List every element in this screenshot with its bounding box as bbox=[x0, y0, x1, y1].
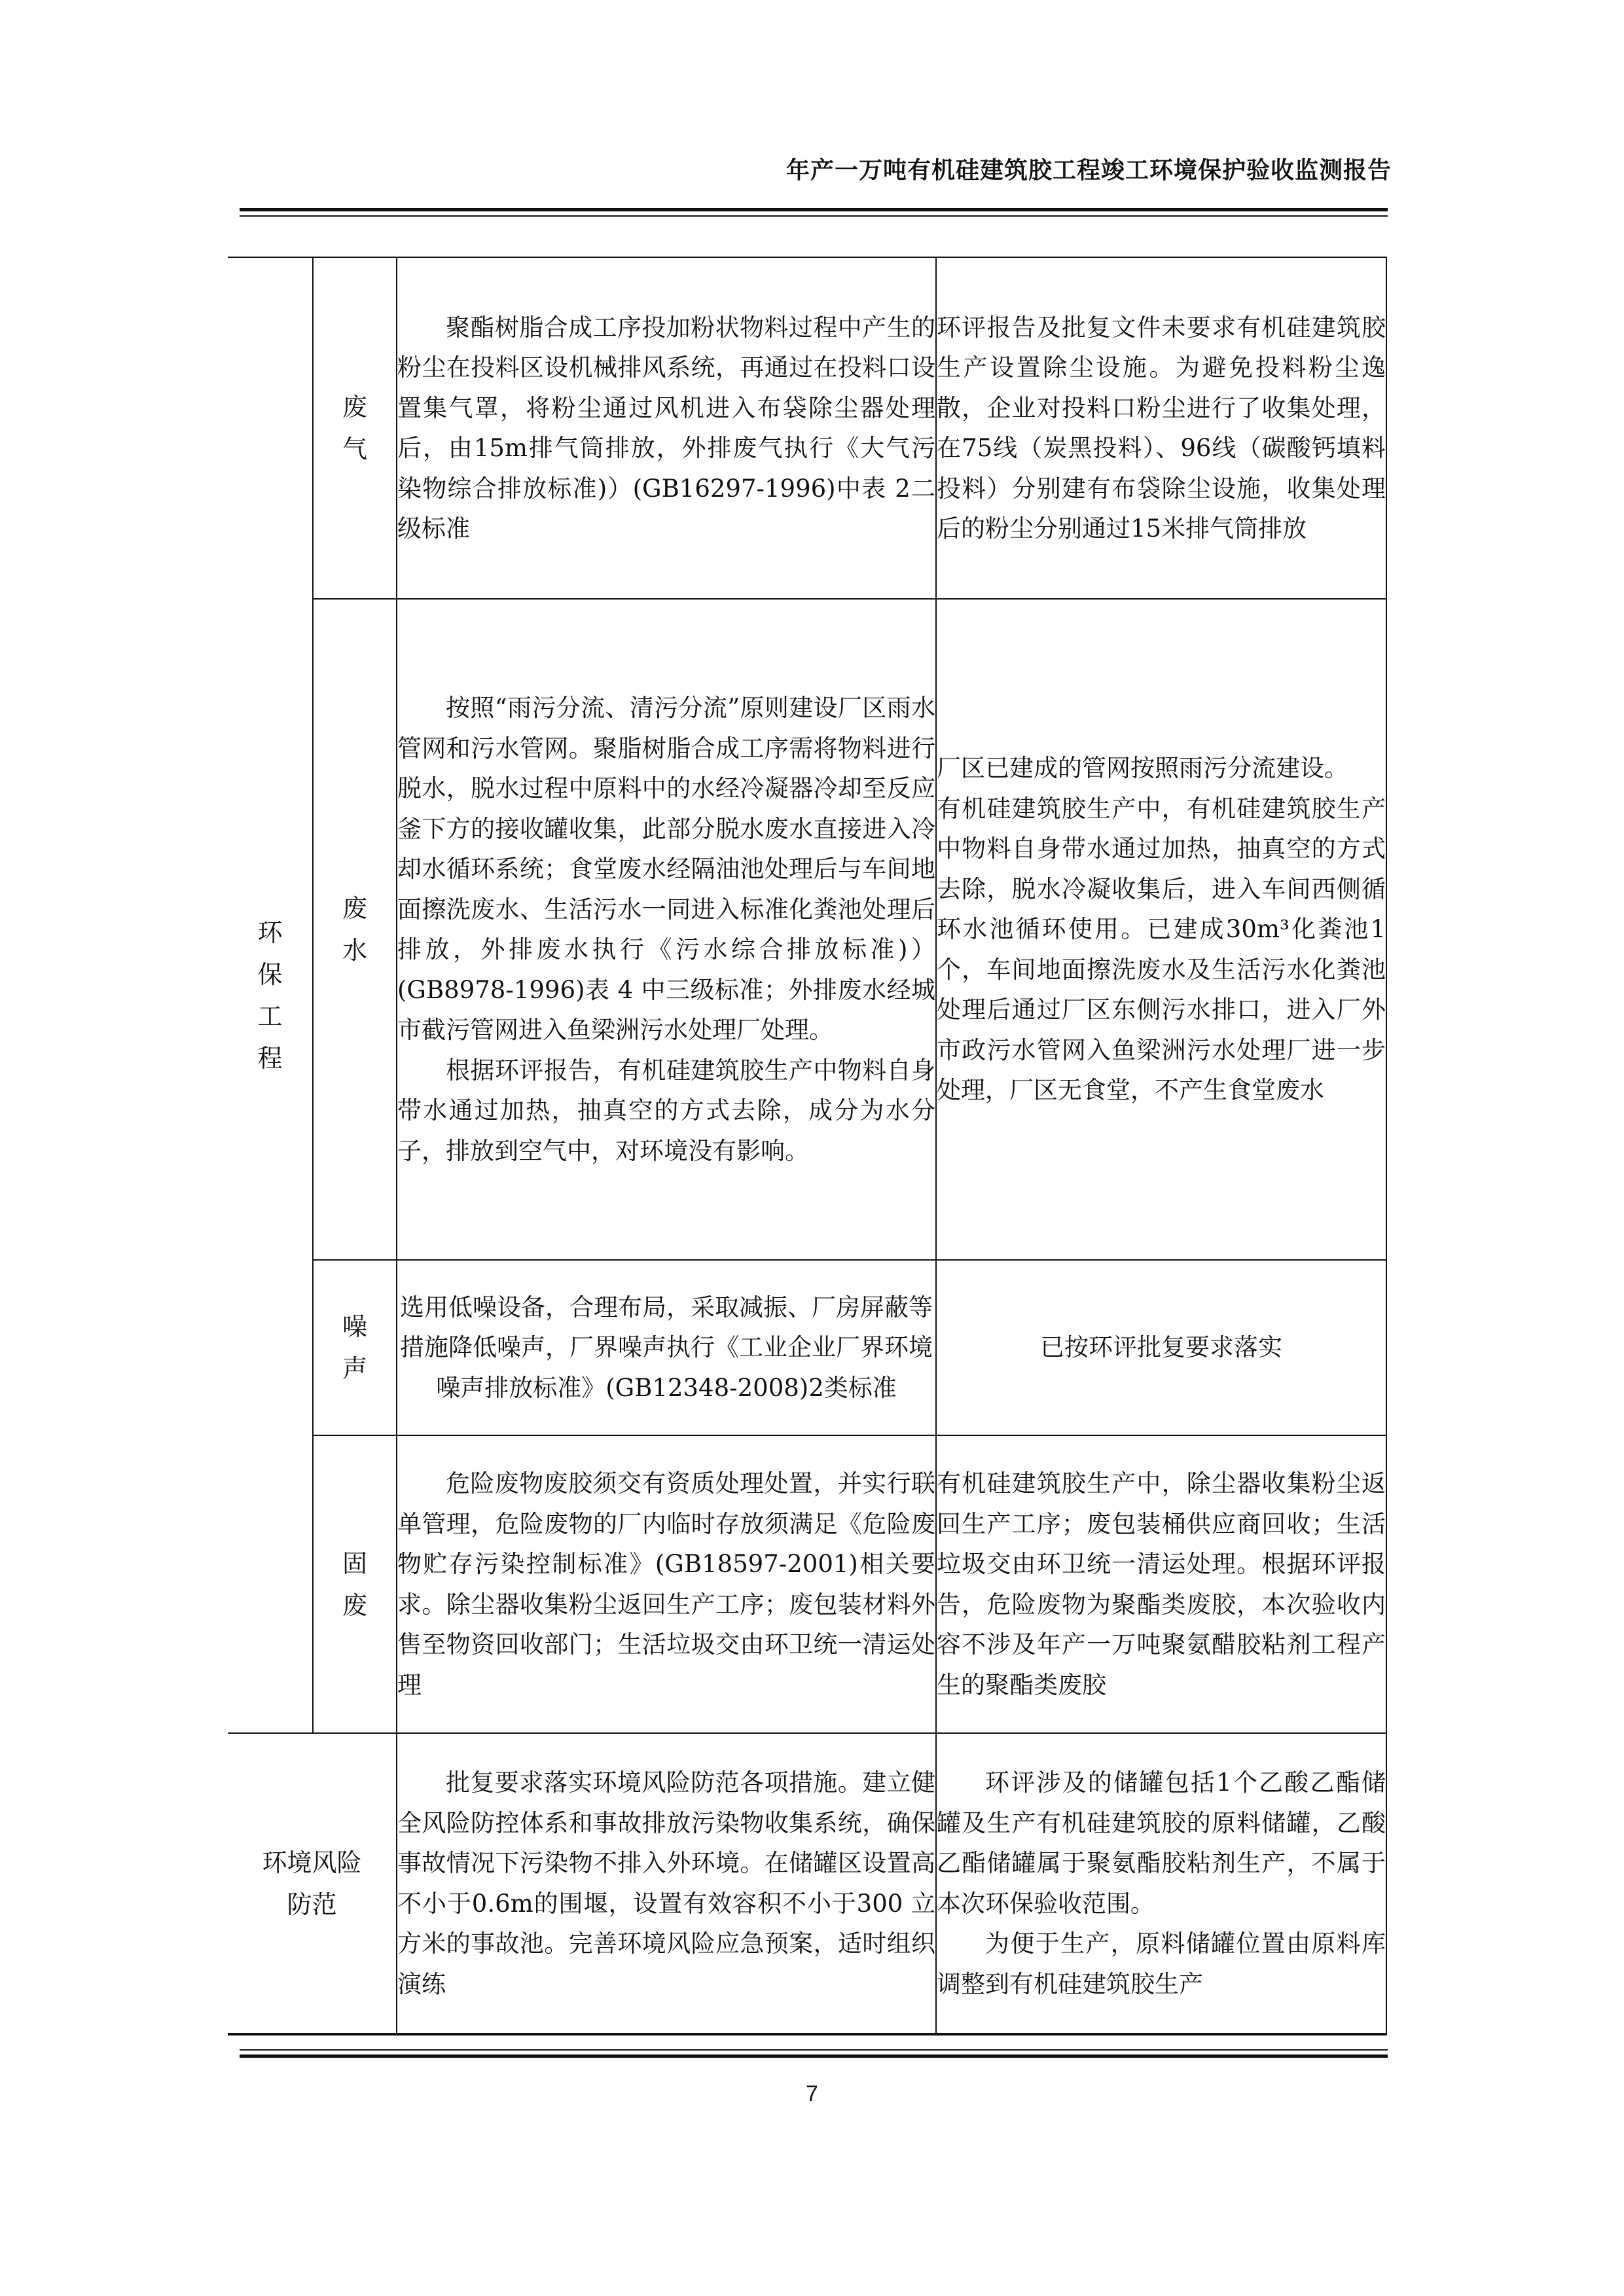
environmental-measures-table bbox=[228, 257, 1387, 2036]
row-label-risk: 环境风险 防范 bbox=[228, 1733, 397, 2034]
header-rule-thick bbox=[240, 208, 1388, 211]
page-header-title: 年产一万吨有机硅建筑胶工程竣工环境保护验收监测报告 bbox=[785, 157, 1392, 184]
footer-rule-thick bbox=[240, 2054, 1388, 2058]
header-rule-thin bbox=[240, 215, 1388, 217]
requirement-solid-waste: 危险废物废胶须交有资质处理处置，并实行联单管理，危险废物的厂内临时存放须满足《危险废物贮存污染控制标准》(GB18597-2001)相关要求。除尘器收集粉尘返回生产工序；废包装材料外售至物资回收部门；生活垃圾交由环卫统一清运处理 bbox=[397, 1435, 936, 1733]
row-label-solid-waste: 固 废 bbox=[313, 1435, 397, 1733]
requirement-noise: 选用低噪设备，合理布局，采取减振、厂房屏蔽等措施降低噪声，厂界噪声执行《工业企业厂界环境噪声排放标准》(GB12348-2008)2类标准 bbox=[397, 1260, 936, 1435]
table-row-noise bbox=[228, 1260, 1386, 1435]
actual-risk-paragraph-2: 为便于生产，原料储罐位置由原料库调整到有机硅建筑胶生产 bbox=[937, 1929, 1386, 1998]
table-row-gas bbox=[228, 257, 1386, 599]
table-row-water bbox=[228, 599, 1386, 1260]
footer-rule-thin bbox=[240, 2049, 1388, 2051]
category-env-protection: 环 保 工 程 bbox=[228, 257, 313, 1733]
row-label-water: 废 水 bbox=[313, 599, 397, 1260]
table-row-risk bbox=[228, 1733, 1386, 2034]
actual-risk bbox=[936, 1733, 1386, 2034]
actual-water-paragraph-1: 厂区已建成的管网按照雨污分流建设。 bbox=[937, 754, 1348, 783]
actual-gas: 环评报告及批复文件未要求有机硅建筑胶生产设置除尘设施。为避免投料粉尘逸散，企业对投料口粉尘进行了收集处理，在75线（炭黑投料）、96线（碳酸钙填料投料）分别建有布袋除尘设施，收集处理后的粉尘分别通过15米排气筒排放 bbox=[936, 257, 1386, 599]
actual-solid-waste: 有机硅建筑胶生产中，除尘器收集粉尘返回生产工序；废包装桶供应商回收；生活垃圾交由环卫统一清运处理。根据环评报告，危险废物为聚酯类废胶，本次验收内容不涉及年产一万吨聚氨醋胶粘剂工程产生的聚酯类废胶 bbox=[936, 1435, 1386, 1733]
requirement-water-paragraph-1: 按照“雨污分流、清污分流”原则建设厂区雨水管网和污水管网。聚脂树脂合成工序需将物料进行脱水，脱水过程中原料中的水经冷凝器冷却至反应釜下方的接收罐收集，此部分脱水废水直接进入冷却水循环系统；食堂废水经隔油池处理后与车间地面擦洗废水、生活污水一同进入标准化粪池处理后排放，外排废水执行《污水综合排放标准)）(GB8978-1996)表 4 中三级标准；外排废水经城市截污管网进入鱼梁洲污水处理厂处理。 bbox=[397, 694, 935, 1044]
actual-water-paragraph-2: 有机硅建筑胶生产中，有机硅建筑胶生产中物料自身带水通过加热，抽真空的方式去除，脱水冷凝收集后，进入车间西侧循环水池循环使用。已建成30m³化粪池1个，车间地面擦洗废水及生活污水化粪池处理后通过厂区东侧污水排口，进入厂外市政污水管网入鱼梁洲污水处理厂进一步处理，厂区无食堂，不产生食堂废水 bbox=[937, 794, 1386, 1105]
actual-water bbox=[936, 599, 1386, 1260]
table-row-solid-waste bbox=[228, 1435, 1386, 1733]
row-label-gas: 废 气 bbox=[313, 257, 397, 599]
requirement-water bbox=[397, 599, 936, 1260]
requirement-gas: 聚酯树脂合成工序投加粉状物料过程中产生的粉尘在投料区设机械排风系统，再通过在投料口设置集气罩，将粉尘通过风机进入布袋除尘器处理后，由15m排气筒排放，外排废气执行《大气污染物综合排放标准)）(GB16297-1996)中表 2二级标准 bbox=[397, 257, 936, 599]
row-label-noise: 噪 声 bbox=[313, 1260, 397, 1435]
actual-noise: 已按环评批复要求落实 bbox=[936, 1260, 1386, 1435]
page-number: 7 bbox=[806, 2081, 818, 2106]
requirement-risk: 批复要求落实环境风险防范各项措施。建立健全风险防控体系和事故排放污染物收集系统，确保事故情况下污染物不排入外环境。在储罐区设置高不小于0.6m的围堰，设置有效容积不小于300 立方米的事故池。完善环境风险应急预案，适时组织演练 bbox=[397, 1733, 936, 2034]
actual-risk-paragraph-1: 环评涉及的储罐包括1个乙酸乙酯储罐及生产有机硅建筑胶的原料储罐，乙酸乙酯储罐属于聚氨酯胶粘剂生产，不属于本次环保验收范围。 bbox=[937, 1768, 1386, 1918]
requirement-water-paragraph-2: 根据环评报告，有机硅建筑胶生产中物料自身带水通过加热，抽真空的方式去除，成分为水分子，排放到空气中，对环境没有影响。 bbox=[397, 1056, 935, 1165]
